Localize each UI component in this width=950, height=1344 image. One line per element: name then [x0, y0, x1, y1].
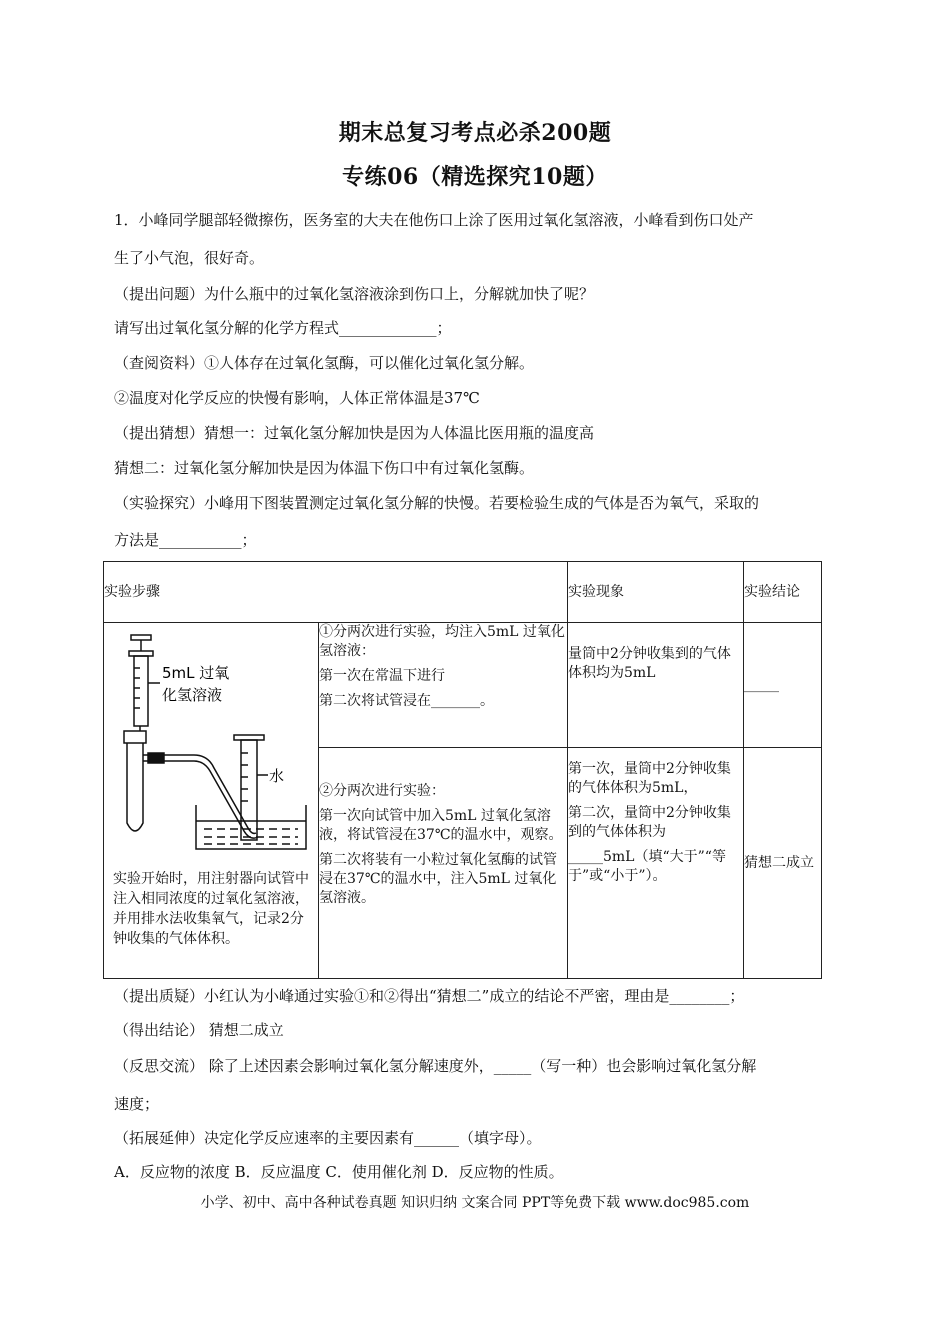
- q1-reflect-line1: （反思交流） 除了上述因素会影响过氧化氢分解速度外，_____（写一种）也会影响过氧化氢分解: [114, 1057, 757, 1075]
- page-subtitle: 专练06（精选探究10题）: [342, 164, 608, 190]
- page-title: 期末总复习考点必杀200题: [338, 120, 612, 146]
- measuring-cylinder: [234, 735, 268, 840]
- q1-guess1: （提出猜想）猜想一：过氧化氢分解加快是因为人体温比医用瓶的温度高: [114, 424, 595, 442]
- row2-phenomenon-a: 第一次，量筒中2分钟收集的气体体积为5mL，: [568, 761, 731, 796]
- header-phenomenon: 实验现象: [568, 562, 744, 623]
- syringe: [129, 635, 160, 738]
- q1-reflect-line2: 速度；: [114, 1095, 160, 1113]
- row2-step-b: 第一次向试管中加入5mL 过氧化氢溶液，将试管浸在37℃的温水中，观察。: [319, 808, 563, 843]
- row2-phenomenon-b: 第二次，量筒中2分钟收集到的气体体积为: [568, 805, 731, 840]
- q1-explore-line1: （实验探究）小峰用下图装置测定过氧化氢分解的快慢。若要检验生成的气体是否为氧气，采取的: [114, 494, 760, 512]
- q1-intro-line1: 1．小峰同学腿部轻微擦伤，医务室的大夫在他伤口上涂了医用过氧化氢溶液，小峰看到伤口处产: [114, 211, 754, 229]
- q1-question: （提出问题）为什么瓶中的过氧化氢溶液涂到伤口上，分解就加快了呢？: [114, 285, 595, 303]
- q1-options: A．反应物的浓度 B．反应温度 C．使用催化剂 D．反应物的性质。: [114, 1163, 564, 1181]
- row2-step-c: 第二次将装有一小粒过氧化氢酶的试管浸在37℃的温水中，注入5mL 过氧化氢溶液。: [319, 852, 557, 906]
- apparatus-cell: [104, 623, 319, 979]
- q1-info2: ②温度对化学反应的快慢有影响，人体正常体温是37℃: [114, 389, 480, 407]
- row1-step-c: 第二次将试管浸在_______。: [319, 693, 494, 709]
- apparatus-diagram: [104, 623, 317, 863]
- header-steps: 实验步骤: [104, 562, 568, 623]
- q1-info1: （查阅资料）①人体存在过氧化氢酶，可以催化过氧化氢分解。: [114, 354, 535, 372]
- q1-conclusion: （得出结论） 猜想二成立: [114, 1021, 284, 1039]
- water-label: 水: [269, 767, 285, 785]
- q1-doubt: （提出质疑）小红认为小峰通过实验①和②得出“猜想二”成立的结论不严密，理由是________；: [114, 987, 745, 1005]
- header-conclusion: 实验结论: [744, 562, 822, 623]
- apparatus-caption: 实验开始时，用注射器向试管中注入相同浓度的过氧化氢溶液，并用排水法收集氧气，记录2分钟收集的气体体积。: [113, 871, 309, 947]
- syringe-label-line1: 5mL 过氧: [162, 664, 230, 682]
- q1-equation: 请写出过氧化氢分解的化学方程式_____________；: [114, 319, 452, 337]
- row2-step-a: ②分两次进行实验：: [319, 783, 445, 799]
- syringe-label-line2: 化氢溶液: [162, 686, 223, 704]
- footer: 小学、初中、高中各种试卷真题 知识归纳 文案合同 PPT等免费下载 www.doc985.com: [200, 1195, 750, 1211]
- row2-conclusion: 猜想二成立: [744, 748, 822, 979]
- row2-steps: [319, 748, 568, 979]
- row1-steps: [319, 623, 568, 748]
- test-tube: [124, 731, 146, 831]
- row2-phenomenon: [568, 748, 744, 979]
- row2-phenomenon-c: _____5mL（填“大于”“等于”或“小于”）。: [568, 849, 726, 884]
- q1-guess2: 猜想二：过氧化氢分解加快是因为体温下伤口中有过氧化氢酶。: [114, 459, 535, 477]
- q1-extend: （拓展延伸）决定化学反应速率的主要因素有______（填字母）。: [114, 1129, 542, 1147]
- water-trough: [196, 805, 306, 849]
- q1-intro-line2: 生了小气泡，很好奇。: [114, 249, 265, 267]
- row1-conclusion: _____: [744, 623, 822, 748]
- q1-explore-line2: 方法是___________；: [114, 531, 257, 549]
- row1-step-b: 第一次在常温下进行: [319, 668, 445, 684]
- row1-step-a: ①分两次进行实验，均注入5mL 过氧化氢溶液：: [319, 624, 565, 659]
- experiment-table: [103, 561, 822, 979]
- row1-phenomenon: 量筒中2分钟收集到的气体体积均为5mL: [568, 623, 744, 748]
